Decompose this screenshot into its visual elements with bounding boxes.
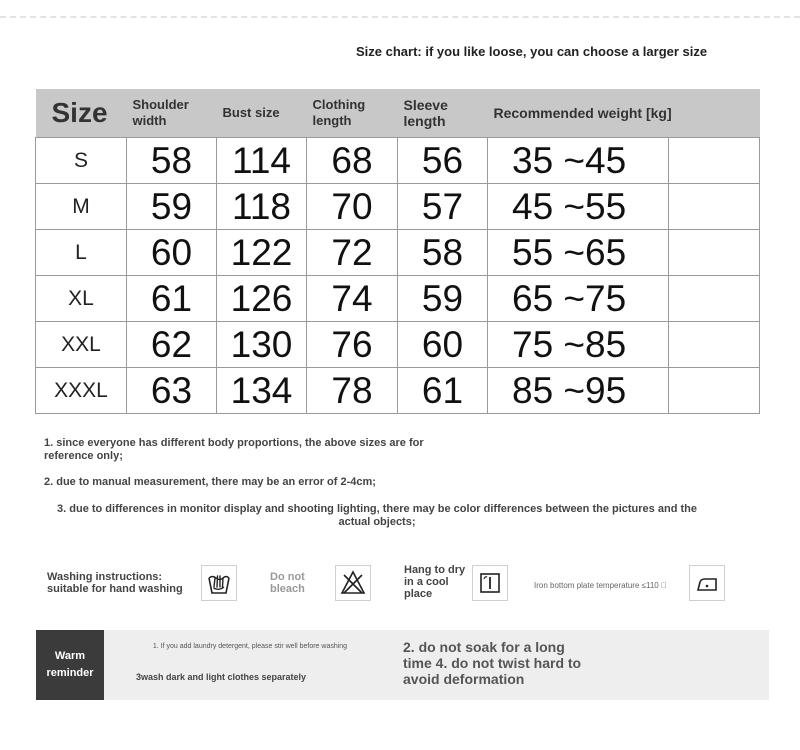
cell-size: XL [36,276,127,322]
iron-temperature-label: Iron bottom plate temperature ≤110 ⃞ [534,581,667,590]
cell-shoulder: 58 [127,138,217,184]
header-bust: Bust size [217,89,307,138]
cell-bust: 130 [217,322,307,368]
cell-shoulder: 59 [127,184,217,230]
hang-dry-label: Hang to dry in a cool place [404,564,466,600]
top-divider [0,16,800,18]
cell-empty [669,322,760,368]
cell-sleeve: 59 [398,276,488,322]
reminder-line-1: 1. If you add laundry detergent, please stir well before washing [152,643,348,650]
cell-weight: 45 ~55 [488,184,669,230]
cell-empty [669,138,760,184]
cell-weight: 55 ~65 [488,230,669,276]
note-3: 3. due to differences in monitor display and shooting lighting, there may be color differences between the pictures and the actual objects; [57,503,697,528]
table-row [36,230,760,276]
cell-size: M [36,184,127,230]
cell-weight: 35 ~45 [488,138,669,184]
cell-weight: 85 ~95 [488,368,669,414]
header-sleeve: Sleeve length [398,89,488,138]
cell-shoulder: 61 [127,276,217,322]
cell-empty [669,276,760,322]
table-row [36,368,760,414]
header-clothing: Clothing length [307,89,398,138]
cell-empty [669,184,760,230]
cell-shoulder: 60 [127,230,217,276]
cell-clothing: 68 [307,138,398,184]
washing-instructions: Washing instructions: suitable for hand washing [47,571,183,595]
cell-sleeve: 58 [398,230,488,276]
cell-shoulder: 62 [127,322,217,368]
table-row [36,276,760,322]
cell-clothing: 74 [307,276,398,322]
reminder-line-3: 3wash dark and light clothes separately [136,672,307,682]
cell-sleeve: 60 [398,322,488,368]
cell-shoulder: 63 [127,368,217,414]
cell-empty [669,368,760,414]
table-row [36,184,760,230]
cell-bust: 122 [217,230,307,276]
header-weight: Recommended weight [kg] [488,89,760,138]
cell-sleeve: 57 [398,184,488,230]
cell-clothing: 70 [307,184,398,230]
size-chart-table [35,89,760,414]
table-header-row [36,89,760,138]
cell-size: S [36,138,127,184]
cell-empty [669,230,760,276]
cell-clothing: 72 [307,230,398,276]
header-shoulder: Shoulder width [127,89,217,138]
cell-bust: 118 [217,184,307,230]
cell-weight: 65 ~75 [488,276,669,322]
cell-clothing: 78 [307,368,398,414]
cell-sleeve: 56 [398,138,488,184]
cell-bust: 126 [217,276,307,322]
cell-size: L [36,230,127,276]
cell-weight: 75 ~85 [488,322,669,368]
iron-icon [689,565,725,601]
warm-reminder-label: Warm reminder [46,650,94,679]
cell-bust: 114 [217,138,307,184]
cell-sleeve: 61 [398,368,488,414]
do-not-bleach-label: Do not bleach [270,571,305,595]
header-size: Size [36,89,127,138]
note-1: 1. since everyone has different body proportions, the above sizes are for reference only; [44,437,424,462]
no-bleach-icon [335,565,371,601]
cell-clothing: 76 [307,322,398,368]
size-chart-subtitle: Size chart: if you like loose, you can choose a larger size [356,44,708,59]
warm-reminder-tag [36,630,104,700]
cell-size: XXL [36,322,127,368]
hand-wash-icon [201,565,237,601]
cell-size: XXXL [36,368,127,414]
cell-bust: 134 [217,368,307,414]
reminder-line-2: 2. do not soak for a long time 4. do not twist hard to avoid deformation [403,639,582,687]
table-row [36,138,760,184]
table-row [36,322,760,368]
note-2: 2. due to manual measurement, there may be an error of 2-4cm; [44,476,376,488]
hang-dry-icon [472,565,508,601]
